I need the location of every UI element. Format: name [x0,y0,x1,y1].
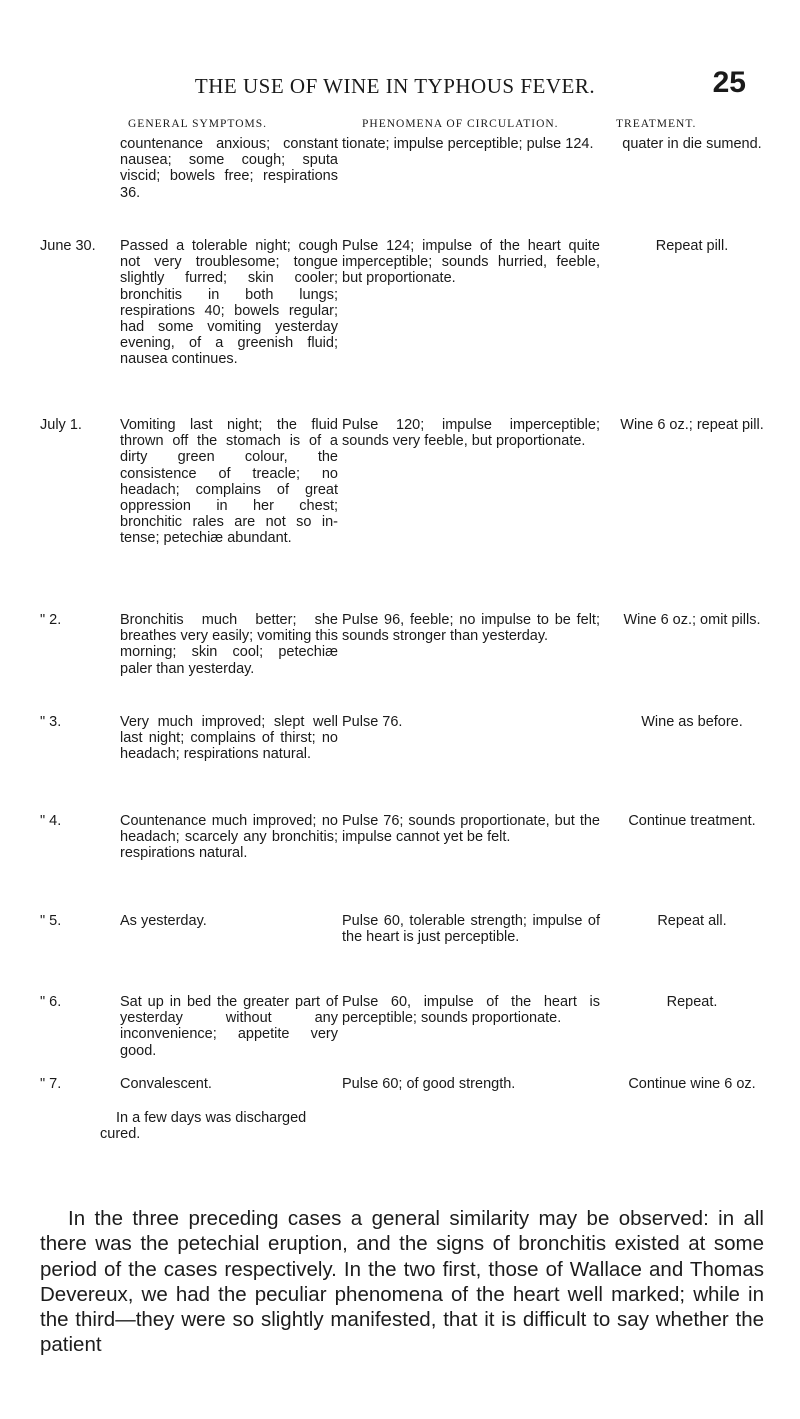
row-date: " 2. [40,612,62,628]
row-circulation: Pulse 60; of good strength. [342,1076,516,1092]
row-circulation: tionate; impulse perceptible; pulse 124. [342,136,594,152]
row-treatment: Continue treatment. [628,813,756,829]
row-date: " 3. [40,714,62,730]
row-treatment: Wine as before. [641,714,743,730]
row-date: June 30. [40,238,96,254]
row-treatment: Continue wine 6 oz. [628,1076,756,1092]
row-circulation: Pulse 76. [342,714,403,730]
row-symptoms: Vomiting last night; the fluid thrown off the stomach is of a dirty green colour, the consistence of treacle; no headach; complains of great oppression in her chest; bronchitic rales are not so intense; petechiæ abundant. [120,417,338,547]
row-symptoms: countenance anxious; constant nausea; some cough; sputa viscid; bowels free; respirations 36. [120,136,338,201]
row-symptoms: Very much improved; slept well last night; complains of thirst; no headach; respirations natural. [120,714,338,763]
row-date: " 7. [40,1076,62,1092]
row-treatment: quater in die sumend. [622,136,762,152]
running-title: THE USE OF WINE IN TYPHOUS FEVER. [194,74,596,98]
row-circulation: Pulse 76; sounds proportionate, but the impulse cannot yet be felt. [342,813,600,846]
page-number: 25 [712,66,746,99]
closing-note: In a few days was discharged cured. [100,1110,307,1143]
row-date: " 5. [40,913,62,929]
row-date: July 1. [40,417,82,433]
running-head [100,66,746,106]
row-symptoms: As yesterday. [120,913,207,929]
row-circulation: Pulse 60, tolerable strength; impulse of the heart is just perceptible. [342,913,600,946]
row-treatment: Repeat. [666,994,718,1010]
row-treatment: Repeat all. [657,913,727,929]
row-symptoms: Countenance much improved; no headach; scarcely any bronchitis; respirations natural. [120,813,338,862]
body-paragraph: In the three preceding cases a general similarity may be observed: in all there was the petechial eruption, and the signs of bronchitis existed at some period of the cases respectively. In the two first, those of Wallace and Thomas Devereux, we had the peculiar phenomena of the heart well marked; while in the third—they were so slightly manifested, that it is difficult to say whether the patient [40,1207,764,1357]
row-symptoms: Passed a tolerable night; cough not very troublesome; tongue slightly furred; skin cooler; bronchitis in both lungs; respirations 40; bowels regular; had some vomiting yesterday evening, of a greenish fluid; nausea continues. [120,238,338,368]
row-circulation: Pulse 124; impulse of the heart quite imperceptible; sounds hurried, feeble, but proportionate. [342,238,600,287]
column-header-symptoms: GENERAL SYMPTOMS. [128,118,268,130]
row-treatment: Wine 6 oz.; repeat pill. [620,417,764,433]
row-symptoms: Bronchitis much better; she breathes very easily; vomiting this morning; skin cool; petechiæ paler than yesterday. [120,612,338,677]
column-header-treatment: TREATMENT. [616,118,697,130]
row-circulation: Pulse 60, impulse of the heart is perceptible; sounds proportionate. [342,994,600,1027]
column-header-circulation: PHENOMENA OF CIRCULATION. [362,118,559,130]
row-treatment: Wine 6 oz.; omit pills. [623,612,761,628]
row-circulation: Pulse 96, feeble; no impulse to be felt; sounds stronger than yesterday. [342,612,600,645]
row-circulation: Pulse 120; impulse imperceptible; sounds very feeble, but proportionate. [342,417,600,450]
row-date: " 4. [40,813,62,829]
row-symptoms: Sat up in bed the greater part of yesterday without any inconvenience; appetite very good. [120,994,338,1059]
row-treatment: Repeat pill. [655,238,729,254]
row-symptoms: Convalescent. [120,1076,212,1092]
row-date: " 6. [40,994,62,1010]
